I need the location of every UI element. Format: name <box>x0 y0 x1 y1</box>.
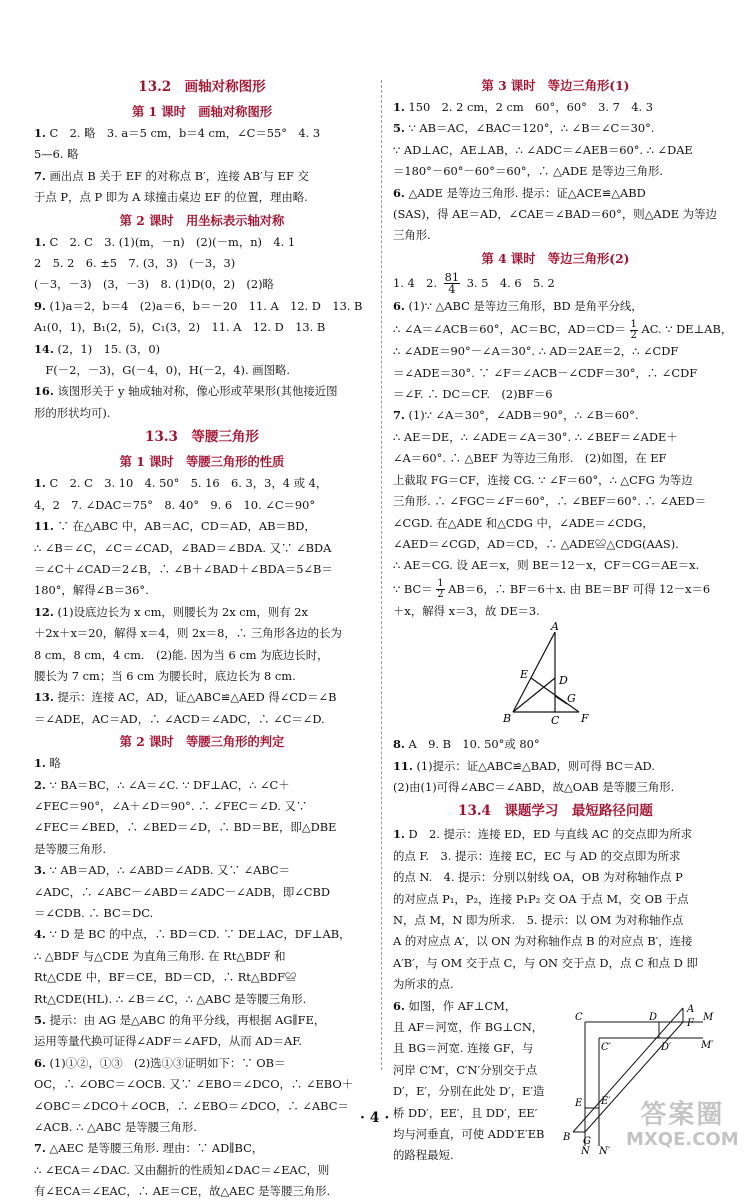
answer-line <box>34 903 370 924</box>
answer-text: 的路程最短. <box>393 1148 454 1163</box>
answer-text: 的点 N. 4. 提示：分别以射线 OA，OB 为对称轴作点 P <box>393 870 683 885</box>
answer-block-l8 <box>393 996 573 1167</box>
lesson-title-5: 第 3 课时 等边三角形(1) <box>481 78 630 93</box>
fraction-1-2 <box>630 320 638 341</box>
answer-text: (1)a＝2，b＝4 (2)a＝6，b＝－20 11. A 12. D 13. B <box>45 298 363 313</box>
answer-block-l6a <box>393 296 718 317</box>
answer-text: 提示：连接 AC，AD，证△ABC≌△AED 得∠CD＝∠B <box>53 690 337 705</box>
label-Mp: M′ <box>701 1039 714 1051</box>
answer-text: (1)∵ △ABC 是等边三角形，BD 是角平分线， <box>404 298 643 313</box>
answer-line <box>34 360 370 381</box>
label-Ep: E′ <box>601 1095 611 1107</box>
answer-line <box>34 339 370 360</box>
answer-line <box>34 753 370 774</box>
answer-text: C 2. 略 3. a＝5 cm，b＝4 cm，∠C＝55° 4. 3 <box>45 126 321 140</box>
answer-line-half <box>393 317 733 341</box>
answer-text: ＝∠ADE，AC＝AD，∴ ∠ACD＝∠ADC，∴ ∠C＝∠D. <box>34 711 325 726</box>
answer-text: (1)设底边长为 x cm，则腰长为 2x cm，则有 2x <box>53 604 308 619</box>
answer-line <box>393 555 718 576</box>
answer-text: 腰长为 7 cm；当 6 cm 为腰长时，底边长为 8 cm. <box>34 668 296 683</box>
answer-text: ＝∠F. ∴ DC＝CF. (2)BF＝6 <box>393 387 553 402</box>
answer-line <box>393 491 718 512</box>
answer-line <box>393 931 718 952</box>
lesson-title-4: 第 2 课时 等腰三角形的判定 <box>119 734 285 750</box>
answer-line <box>393 756 718 777</box>
answer-text: ∠FEC＝90°，∠A＋∠D＝90°. ∴ ∠FEC＝∠D. 又∵ <box>34 798 308 813</box>
answer-block-l2 <box>34 232 370 425</box>
answer-line <box>34 666 370 687</box>
answer-text: (2，1) 15. (3，0) <box>53 341 161 356</box>
label-G: G <box>583 1135 591 1147</box>
answer-text: 2 5. 2 6. ±5 7. (3，3) (－3，3) <box>34 256 236 271</box>
answer-line <box>34 687 370 708</box>
answer-text: (1)提示：证△ABC≌△BAD，则可得 BC＝AD. <box>412 758 655 773</box>
answer-text: (2)由(1)可得∠ABC＝∠ABD，故△OAB 是等腰三角形. <box>393 779 675 794</box>
answer-line <box>34 274 370 295</box>
question-number: 2. <box>34 777 46 792</box>
answer-q1-prefix: 1. 4 2. <box>393 275 437 290</box>
answer-line <box>34 580 370 601</box>
answer-line <box>393 1038 573 1059</box>
answer-line <box>34 253 370 274</box>
answer-text: (－3，－3) (3，－3) 8. (1)D(0，2) (2)略 <box>34 277 274 292</box>
answer-line <box>393 97 718 118</box>
answer-line <box>34 166 370 187</box>
watermark-line2: MXQE.COM <box>626 1129 739 1150</box>
label-F: F <box>687 1017 694 1029</box>
question-number: 1. <box>34 126 46 140</box>
answer-text: 三角形. <box>393 228 431 243</box>
question-number: 5. <box>393 121 405 136</box>
answer-text: ＋x，解得 x＝3，故 DE＝3. <box>393 603 540 618</box>
answer-line <box>393 448 718 469</box>
answer-text: C 2. C 3. (1)(m，－n) (2)(－m，n) 4. 1 <box>45 234 296 249</box>
answer-text: OC，∴ ∠OBC＝∠OCB. 又∵ ∠EBO＝∠DCO，∴ ∠EBO＋ <box>34 1077 354 1092</box>
question-number: 6. <box>34 1055 46 1070</box>
label-A: A <box>687 1003 695 1015</box>
answer-text: 8 cm，8 cm，4 cm. (2)能. 因为当 6 cm 为底边长时， <box>34 647 329 662</box>
answer-text: Rt△CDE(HL). ∴ ∠B＝∠C，∴ △ABC 是等腰三角形. <box>34 991 307 1006</box>
answer-text: 提示：由 AG 是△ABC 的角平分线，再根据 AG∥FE， <box>45 1013 326 1028</box>
answer-text: ＝∠ADE＝30°. ∵ ∠F＝∠ACB－∠CDF＝30°，∴ ∠CDF <box>393 365 698 380</box>
lesson-title-1: 第 1 课时 画轴对称图形 <box>131 104 273 119</box>
answer-text: 是等腰三角形. <box>34 841 106 856</box>
answer-line <box>393 427 718 448</box>
answer-text: ∠FEC＝∠BED，∴ ∠BED＝∠D，∴ BD＝BE，即△DBE <box>34 820 337 835</box>
answer-line <box>34 1031 370 1052</box>
answer-line <box>393 777 718 798</box>
figure-triangle <box>393 622 718 734</box>
answer-text: 有∠ECA＝∠EAC，∴ AE＝CE，故△AEC 是等腰三角形. <box>34 1184 331 1199</box>
question-number: 16. <box>34 384 54 399</box>
bc-suffix: AB＝6，∴ BF＝6＋x. 由 BE＝BF 可得 12－x＝6 <box>448 581 711 596</box>
answer-text: Rt△CDE 中，BF＝CE，BD＝CD，∴ Rt△BDF≌ <box>34 970 297 985</box>
answer-line <box>34 709 370 730</box>
segment-CG <box>555 696 567 704</box>
answer-line <box>34 623 370 644</box>
watermark <box>626 1100 739 1150</box>
answer-block-l4 <box>34 753 370 1203</box>
label-Dp: D′ <box>661 1041 672 1053</box>
fraction-1-2-bc <box>436 579 444 600</box>
bc-prefix: ∵ BC＝ <box>393 581 433 596</box>
answer-line <box>34 381 370 402</box>
answer-text: 150 2. 2 cm，2 cm 60°，60° 3. 7 4. 3 <box>404 100 654 114</box>
question-number: 7. <box>34 1141 46 1156</box>
question-number: 6. <box>393 298 405 313</box>
answer-text: ＝∠CDB. ∴ BC＝DC. <box>34 906 154 920</box>
question-number: 6. <box>393 185 405 200</box>
answer-text: ＝180°－60°－60°＝60°，∴ △ADE 是等边三角形. <box>393 164 663 179</box>
answer-text: ∵ 在△ABC 中，AB＝AC，CD＝AD，AB＝BD， <box>53 519 316 534</box>
answer-line <box>393 867 718 888</box>
lesson-title-6: 第 4 课时 等边三角形(2) <box>481 250 630 266</box>
answer-text: ∠A＝60°. ∴ △BEF 为等边三角形. (2)如图，在 EF <box>393 451 667 466</box>
answer-line <box>34 817 370 838</box>
answer-line <box>393 183 718 204</box>
label-Cp: C′ <box>601 1041 611 1053</box>
answer-text: A′B′，与 OM 交于点 C，与 ON 交于点 D，点 C 和点 D 即 <box>393 955 698 970</box>
answer-text: 河岸 C′M′，C′N′分别交于点 <box>393 1062 538 1077</box>
answer-text: A 9. B 10. 50°或 80° <box>404 737 540 752</box>
answer-text: ∴ △BDF 与△CDE 为直角三角形. 在 Rt△BDF 和 <box>34 948 286 963</box>
answer-line <box>393 1103 573 1124</box>
question-number: 6. <box>393 998 405 1013</box>
question-number: 7. <box>34 168 46 183</box>
answer-line-fraction <box>393 270 718 296</box>
answer-line <box>34 559 370 580</box>
label-D: D <box>559 674 568 688</box>
answer-line <box>393 910 718 931</box>
question-number: 1. <box>34 234 46 249</box>
answer-block-l6b <box>393 341 718 576</box>
segment-BD <box>513 678 555 712</box>
answer-text: ∵ D 是 BC 的中点，∴ BD＝CD. ∵ DE⊥AC，DF⊥AB， <box>45 927 351 942</box>
question-number: 14. <box>34 341 54 356</box>
answer-text: ∴ AE＝DE，∴ ∠ADE＝∠A＝30°. ∴ ∠BEF＝∠ADE＋ <box>393 429 678 444</box>
answer-text: 且 BG＝河宽. 连接 GF，与 <box>393 1041 534 1056</box>
fraction-numerator: 1 <box>437 578 444 590</box>
answer-text: ∠CGD. 在△ADE 和△CDG 中，∠ADE＝∠CDG， <box>393 515 654 530</box>
answer-line <box>393 363 718 384</box>
label-C: C <box>575 1011 583 1023</box>
answer-text: ∵ BA＝BC，∴ ∠A＝∠C. ∵ DF⊥AC，∴ ∠C＋ <box>45 777 290 792</box>
answer-text: ∴ ∠ECA＝∠DAC. 又由翻折的性质知∠DAC＝∠EAC，则 <box>34 1162 330 1177</box>
answer-line <box>34 1010 370 1031</box>
answer-text: 上截取 FG＝CF，连接 CG. ∵ ∠F＝60°，∴ △CFG 为等边 <box>393 472 693 487</box>
answer-text: 为所求的点. <box>393 977 454 992</box>
section-title-13-2: 13.2 画轴对称图形 <box>138 79 266 95</box>
answer-line <box>393 846 718 867</box>
question-number: 3. <box>34 863 46 878</box>
answer-text: 于点 P，点 P 即为 A 球撞击桌边 EF 的位置，理由略. <box>34 190 308 205</box>
label-Np: N′ <box>599 1145 611 1157</box>
answer-text: 如图，作 AF⊥CM， <box>404 998 517 1013</box>
answer-text: ∴ AE＝CG. 设 AE＝x，则 BE＝12－x，CF＝CG＝AE＝x. <box>393 558 700 573</box>
lesson-title-3: 第 1 课时 等腰三角形的性质 <box>119 454 285 470</box>
answer-line <box>34 473 370 494</box>
lesson-title-2: 第 2 课时 用坐标表示轴对称 <box>119 212 285 228</box>
fraction-numerator: 81 <box>444 270 460 285</box>
answer-line <box>34 123 370 144</box>
answer-text: 均与河垂直，可使 ADD′E′EB <box>393 1127 545 1142</box>
answer-line <box>34 967 370 988</box>
answer-line <box>34 538 370 559</box>
answer-line <box>393 118 718 139</box>
answer-q1-rest: 3. 5 4. 6 5. 2 <box>466 275 555 290</box>
answer-line <box>34 1096 370 1117</box>
question-number: 7. <box>393 408 405 423</box>
fraction-denominator: 2 <box>437 589 444 601</box>
answer-line <box>34 989 370 1010</box>
answer-text: N，点 M，N 即为所求. 5. 提示：以 OM 为对称轴作点 <box>393 912 684 927</box>
answer-text: 运用等量代换可证得∠ADF＝∠AFD，从而 AD＝AF. <box>34 1034 303 1049</box>
answer-line <box>34 602 370 623</box>
answer-line <box>34 1074 370 1095</box>
answer-text: 画出点 B 关于 EF 的对称点 B′，连接 AB′与 EF 交 <box>45 168 309 183</box>
answer-line <box>393 513 718 534</box>
answer-line <box>393 341 718 362</box>
answer-line <box>393 296 718 317</box>
answer-text: D 2. 提示：连接 ED，ED 与直线 AC 的交点即为所求 <box>404 827 693 842</box>
answer-text: A₁(0，1)，B₁(2，5)，C₁(3，2) 11. A 12. D 13. B <box>34 320 326 335</box>
question-number: 1. <box>34 476 46 491</box>
label-B: B <box>503 712 512 726</box>
answer-text: 180°，解得∠B＝36°. <box>34 583 149 598</box>
question-number: 12. <box>34 604 54 619</box>
answer-text: (1)①②，①③ (2)选①③证明如下：∵ OB＝ <box>45 1055 286 1070</box>
answer-line <box>34 1117 370 1138</box>
label-M: M <box>703 1011 714 1023</box>
answer-text: (1)∵ ∠A＝30°，∠ADB＝90°，∴ ∠B＝60°. <box>404 408 639 423</box>
answer-text: 形的形状均可). <box>34 405 111 420</box>
answer-text: D′，E′，分别在此处 D′，E′造 <box>393 1084 545 1099</box>
answer-block-l1 <box>34 123 370 209</box>
answer-text: 4，2 7. ∠DAC＝75° 8. 40° 9. 6 10. ∠C＝90° <box>34 497 316 512</box>
label-G: G <box>567 692 576 706</box>
answer-text: ∠ADC，∴ ∠ABC－∠ABD＝∠ADC－∠ADB，即∠CBD <box>34 884 330 899</box>
answer-block-l5 <box>393 97 718 247</box>
label-A: A <box>551 620 559 634</box>
column-divider <box>381 80 382 1070</box>
question-number: 1. <box>34 756 46 771</box>
answer-line <box>393 140 718 161</box>
answer-line <box>393 824 718 845</box>
answer-text: 三角形. ∴ ∠FGC＝∠F＝60°，∴ ∠BEF＝60°. ∴ ∠AED＝ <box>393 494 707 509</box>
answer-line <box>393 1145 573 1166</box>
answer-text: △AEC 是等腰三角形. 理由：∵ AD∥BC， <box>45 1141 264 1156</box>
fraction-numerator: 1 <box>630 318 637 330</box>
answer-text: 的对应点 P₁，P₂，连接 P₁P₂ 交 OA 于点 M，交 OB 于点 <box>393 891 689 906</box>
answer-line <box>34 946 370 967</box>
answer-line <box>393 1017 573 1038</box>
answer-text: 的点 F. 3. 提示：连接 EC，EC 与 AD 的交点即为所求 <box>393 848 681 863</box>
answer-text: ∴ ∠B＝∠C，∠C＝∠CAD，∠BAD＝∠BDA. 又∵ ∠BDA <box>34 540 332 555</box>
answer-block-l6c <box>393 601 718 622</box>
answer-line <box>34 839 370 860</box>
fraction-81-4 <box>444 272 461 295</box>
q6-with-figure <box>393 996 718 1186</box>
answer-line <box>34 882 370 903</box>
watermark-line1: 答案圈 <box>640 1100 725 1130</box>
answer-text: ＋2x＋x＝20，解得 x＝4，则 2x＝8，∴ 三角形各边的长为 <box>34 626 342 641</box>
answer-text: ＝∠C＋∠CAD＝2∠B，∴ ∠B＋∠BAD＋∠BDA＝5∠B＝ <box>34 561 333 576</box>
section-title-13-3: 13.3 等腰三角形 <box>145 429 259 446</box>
answer-line <box>393 384 718 405</box>
right-column <box>393 74 733 1186</box>
answer-line <box>393 889 718 910</box>
answer-line <box>34 924 370 945</box>
answer-line <box>393 405 718 426</box>
answer-line <box>393 953 718 974</box>
answer-line-bc <box>393 577 718 601</box>
answer-line <box>393 974 718 995</box>
answer-line <box>393 734 718 755</box>
question-number: 11. <box>393 758 413 773</box>
question-number: 9. <box>34 298 46 313</box>
question-number: 11. <box>34 519 54 534</box>
label-D: D <box>649 1011 658 1023</box>
answer-block-l7 <box>393 824 718 995</box>
triangle-diagram <box>493 622 673 734</box>
half-suffix: AC. ∵ DE⊥AB， <box>641 322 733 337</box>
page-number: · 4 · <box>360 1110 390 1126</box>
answer-line <box>393 996 573 1017</box>
question-number: 5. <box>34 1013 46 1028</box>
answer-line <box>34 516 370 537</box>
section-title-13-4: 13.4 课题学习 最短路径问题 <box>458 803 653 820</box>
answer-text: 略 <box>45 756 61 771</box>
label-F: F <box>581 712 589 726</box>
fraction-denominator: 2 <box>630 329 637 341</box>
question-number: 1. <box>393 827 405 842</box>
answer-text: 且 AF＝河宽，作 BG⊥CN， <box>393 1020 544 1034</box>
answer-line <box>393 1081 573 1102</box>
answer-line <box>34 645 370 666</box>
label-C: C <box>551 714 560 728</box>
answer-line <box>34 1053 370 1074</box>
answer-line <box>393 161 718 182</box>
answer-text: 5—6. 略 <box>34 147 79 162</box>
label-B: B <box>563 1131 571 1143</box>
answer-line <box>34 1138 370 1159</box>
question-number: 8. <box>393 737 405 752</box>
answer-line <box>34 1181 370 1202</box>
answer-text: (SAS)，得 AE＝AD，∠CAE＝∠BAD＝60°，则△ADE 为等边 <box>393 207 717 222</box>
answer-line <box>34 144 370 165</box>
answer-line <box>34 860 370 881</box>
answer-text: ∠ACB. ∴ △ABC 是等腰三角形. <box>34 1120 197 1135</box>
label-E: E <box>520 668 529 682</box>
answer-text: ∴ ∠ADE＝90°－∠A＝30°. ∴ AD＝2AE＝2，∴ ∠CDF <box>393 344 679 359</box>
answer-text: A 的对应点 A′，以 ON 为对称轴作点 B 的对应点 B′，连接 <box>393 934 693 949</box>
answer-line <box>393 225 718 246</box>
answer-text: ∵ AD⊥AC，AE⊥AB，∴ ∠ADC＝∠AEB＝60°. ∴ ∠DAE <box>393 142 693 157</box>
answer-text: △ADE 是等边三角形. 提示：证△ACE≌△ABD <box>404 185 646 200</box>
answer-text: C 2. C 3. 10 4. 50° 5. 16 6. 3，3，4 或 4， <box>45 476 328 491</box>
answer-line <box>34 1160 370 1181</box>
answer-text: ∵ AB＝AD，∴ ∠ABD＝∠ADB. 又∵ ∠ABC＝ <box>45 863 291 878</box>
answer-line <box>34 403 370 424</box>
answer-line <box>393 534 718 555</box>
answer-line <box>34 796 370 817</box>
answer-text: 桥 DD′，EE′，且 DD′，EE′ <box>393 1105 538 1120</box>
label-N: N <box>581 1145 590 1157</box>
answer-text: F(－2，－3)，G(－4，0)，H(－2，4). 画图略. <box>34 363 291 378</box>
answer-line <box>34 232 370 253</box>
answer-line <box>393 1124 573 1145</box>
answer-line <box>34 495 370 516</box>
question-number: 1. <box>393 100 405 114</box>
answer-line <box>34 296 370 317</box>
answer-text: ∠AED＝∠CGD，AD＝CD，∴ △ADE≌△CDG(AAS). <box>393 536 679 551</box>
answer-line <box>393 470 718 491</box>
question-number: 13. <box>34 690 54 705</box>
answer-text: 该图形关于 y 轴成轴对称，像心形或苹果形(其他接近图 <box>53 384 338 399</box>
answer-line <box>393 601 718 622</box>
answer-line <box>393 204 718 225</box>
question-number: 4. <box>34 927 46 942</box>
answer-block-l3 <box>34 473 370 730</box>
answer-text: ∵ AB＝AC，∠BAC＝120°，∴ ∠B＝∠C＝30°. <box>404 121 655 136</box>
half-prefix: ∴ ∠A＝∠ACB＝60°，AC＝BC，AD＝CD＝ <box>393 322 626 337</box>
answer-text: ∠OBC＝∠DCO＋∠OCB，∴ ∠EBO＝∠DCO，∴ ∠ABC＝ <box>34 1098 349 1113</box>
answer-line <box>393 1060 573 1081</box>
left-column <box>34 74 370 1203</box>
answer-block-l6d <box>393 734 718 798</box>
label-E: E <box>575 1097 583 1109</box>
answer-line <box>34 187 370 208</box>
fraction-denominator: 4 <box>448 282 456 297</box>
answer-line <box>34 317 370 338</box>
answer-line <box>34 775 370 796</box>
